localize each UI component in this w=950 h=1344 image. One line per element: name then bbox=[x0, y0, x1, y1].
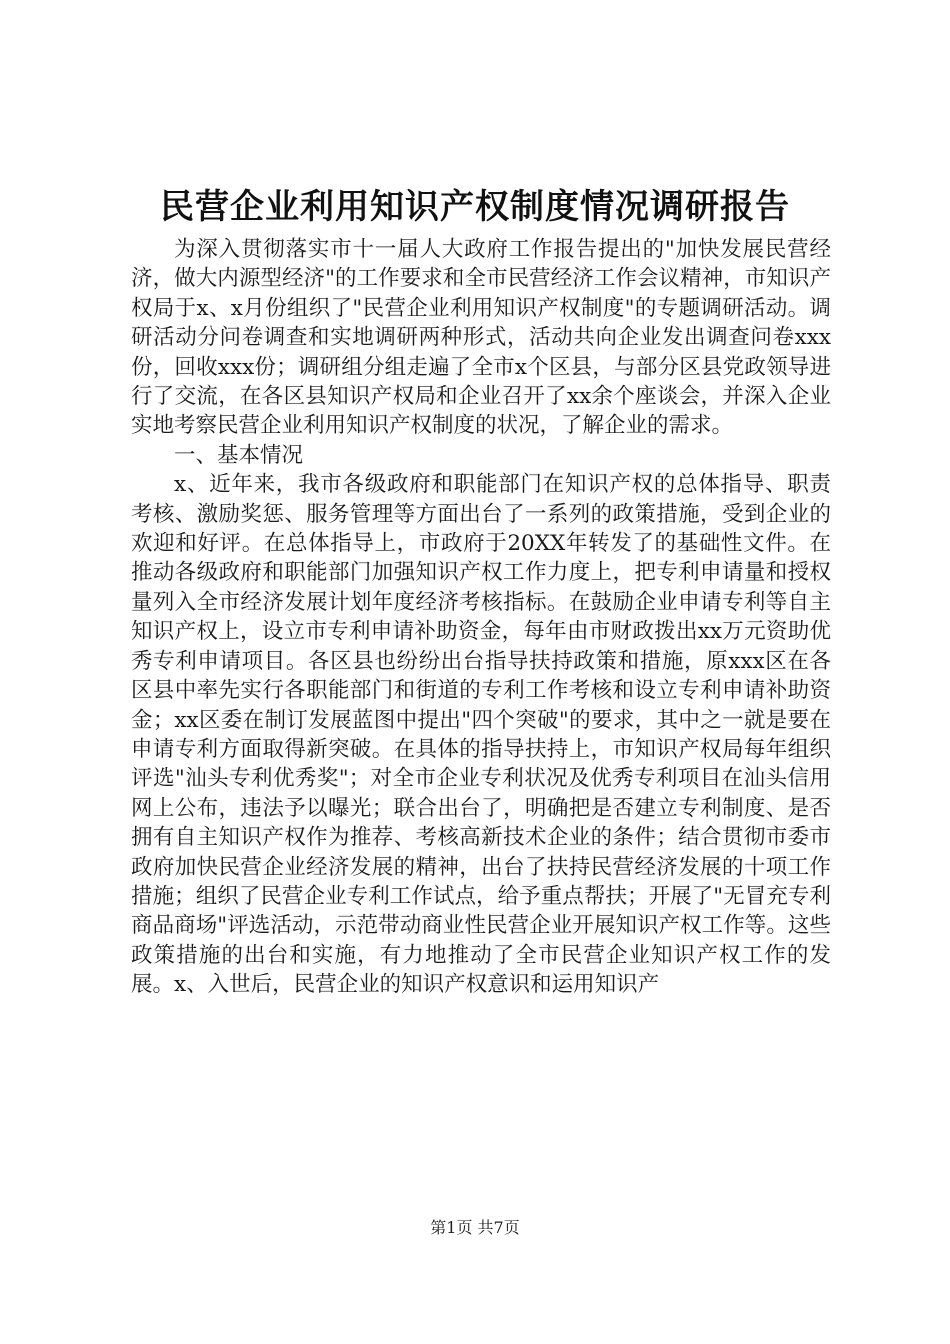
document-title: 民营企业利用知识产权制度情况调研报告 bbox=[160, 187, 790, 227]
intro-paragraph: 为深入贯彻落实市十一届人大政府工作报告提出的"加快发展民营经济，做大内源型经济"的工作要求和全市民营经济工作会议精神，市知识产权局于x、x月份组织了"民营企业利用知识产权制度"的专题调研活动。调研活动分问卷调查和实地调研两种形式，活动共向企业发出调查问卷xxx份，回收xxx份；调研组分组走遍了全市x个区县，与部分区县党政领导进行了交流，在各区县知识产权局和企业召开了xx余个座谈会，并深入企业实地考察民营企业利用知识产权制度的状况，了解企业的需求。 bbox=[131, 237, 831, 439]
section-heading: 一、基本情况 bbox=[174, 442, 304, 468]
document-body bbox=[131, 235, 831, 1000]
body-paragraph: x、近年来，我市各级政府和职能部门在知识产权的总体指导、职责考核、激励奖惩、服务管理等方面出台了一系列的政策措施，受到企业的欢迎和好评。在总体指导上，市政府于20XX年转发了的基础性文件。在推动各级政府和职能部门加强知识产权工作力度上，把专利申请量和授权量列入全市经济发展计划年度经济考核指标。在鼓励企业申请专利等自主知识产权上，设立市专利申请补助资金，每年由市财政拨出xx万元资助优秀专利申请项目。各区县也纷纷出台指导扶持政策和措施，原xxx区在各区县中率先实行各职能部门和街道的专利工作考核和设立专利申请补助资金；xx区委在制订发展蓝图中提出"四个突破"的要求，其中之一就是要在申请专利方面取得新突破。在具体的指导扶持上，市知识产权局每年组织评选"汕头专利优秀奖"；对全市企业专利状况及优秀专利项目在汕头信用网上公布，违法予以曝光；联合出台了，明确把是否建立专利制度、是否拥有自主知识产权作为推荐、考核高新技术企业的条件；结合贯彻市委市政府加快民营企业经济发展的精神，出台了扶持民营经济发展的十项工作措施；组织了民营企业专利工作试点，给予重点帮扶；开展了"无冒充专利商品商场"评选活动，示范带动商业性民营企业开展知识产权工作等。这些政策措施的出台和实施，有力地推动了全市民营企业知识产权工作的发展。x、入世后，民营企业的知识产权意识和运用知识产 bbox=[131, 472, 831, 998]
page-number-footer: 第1页 共7页 bbox=[430, 1218, 520, 1237]
